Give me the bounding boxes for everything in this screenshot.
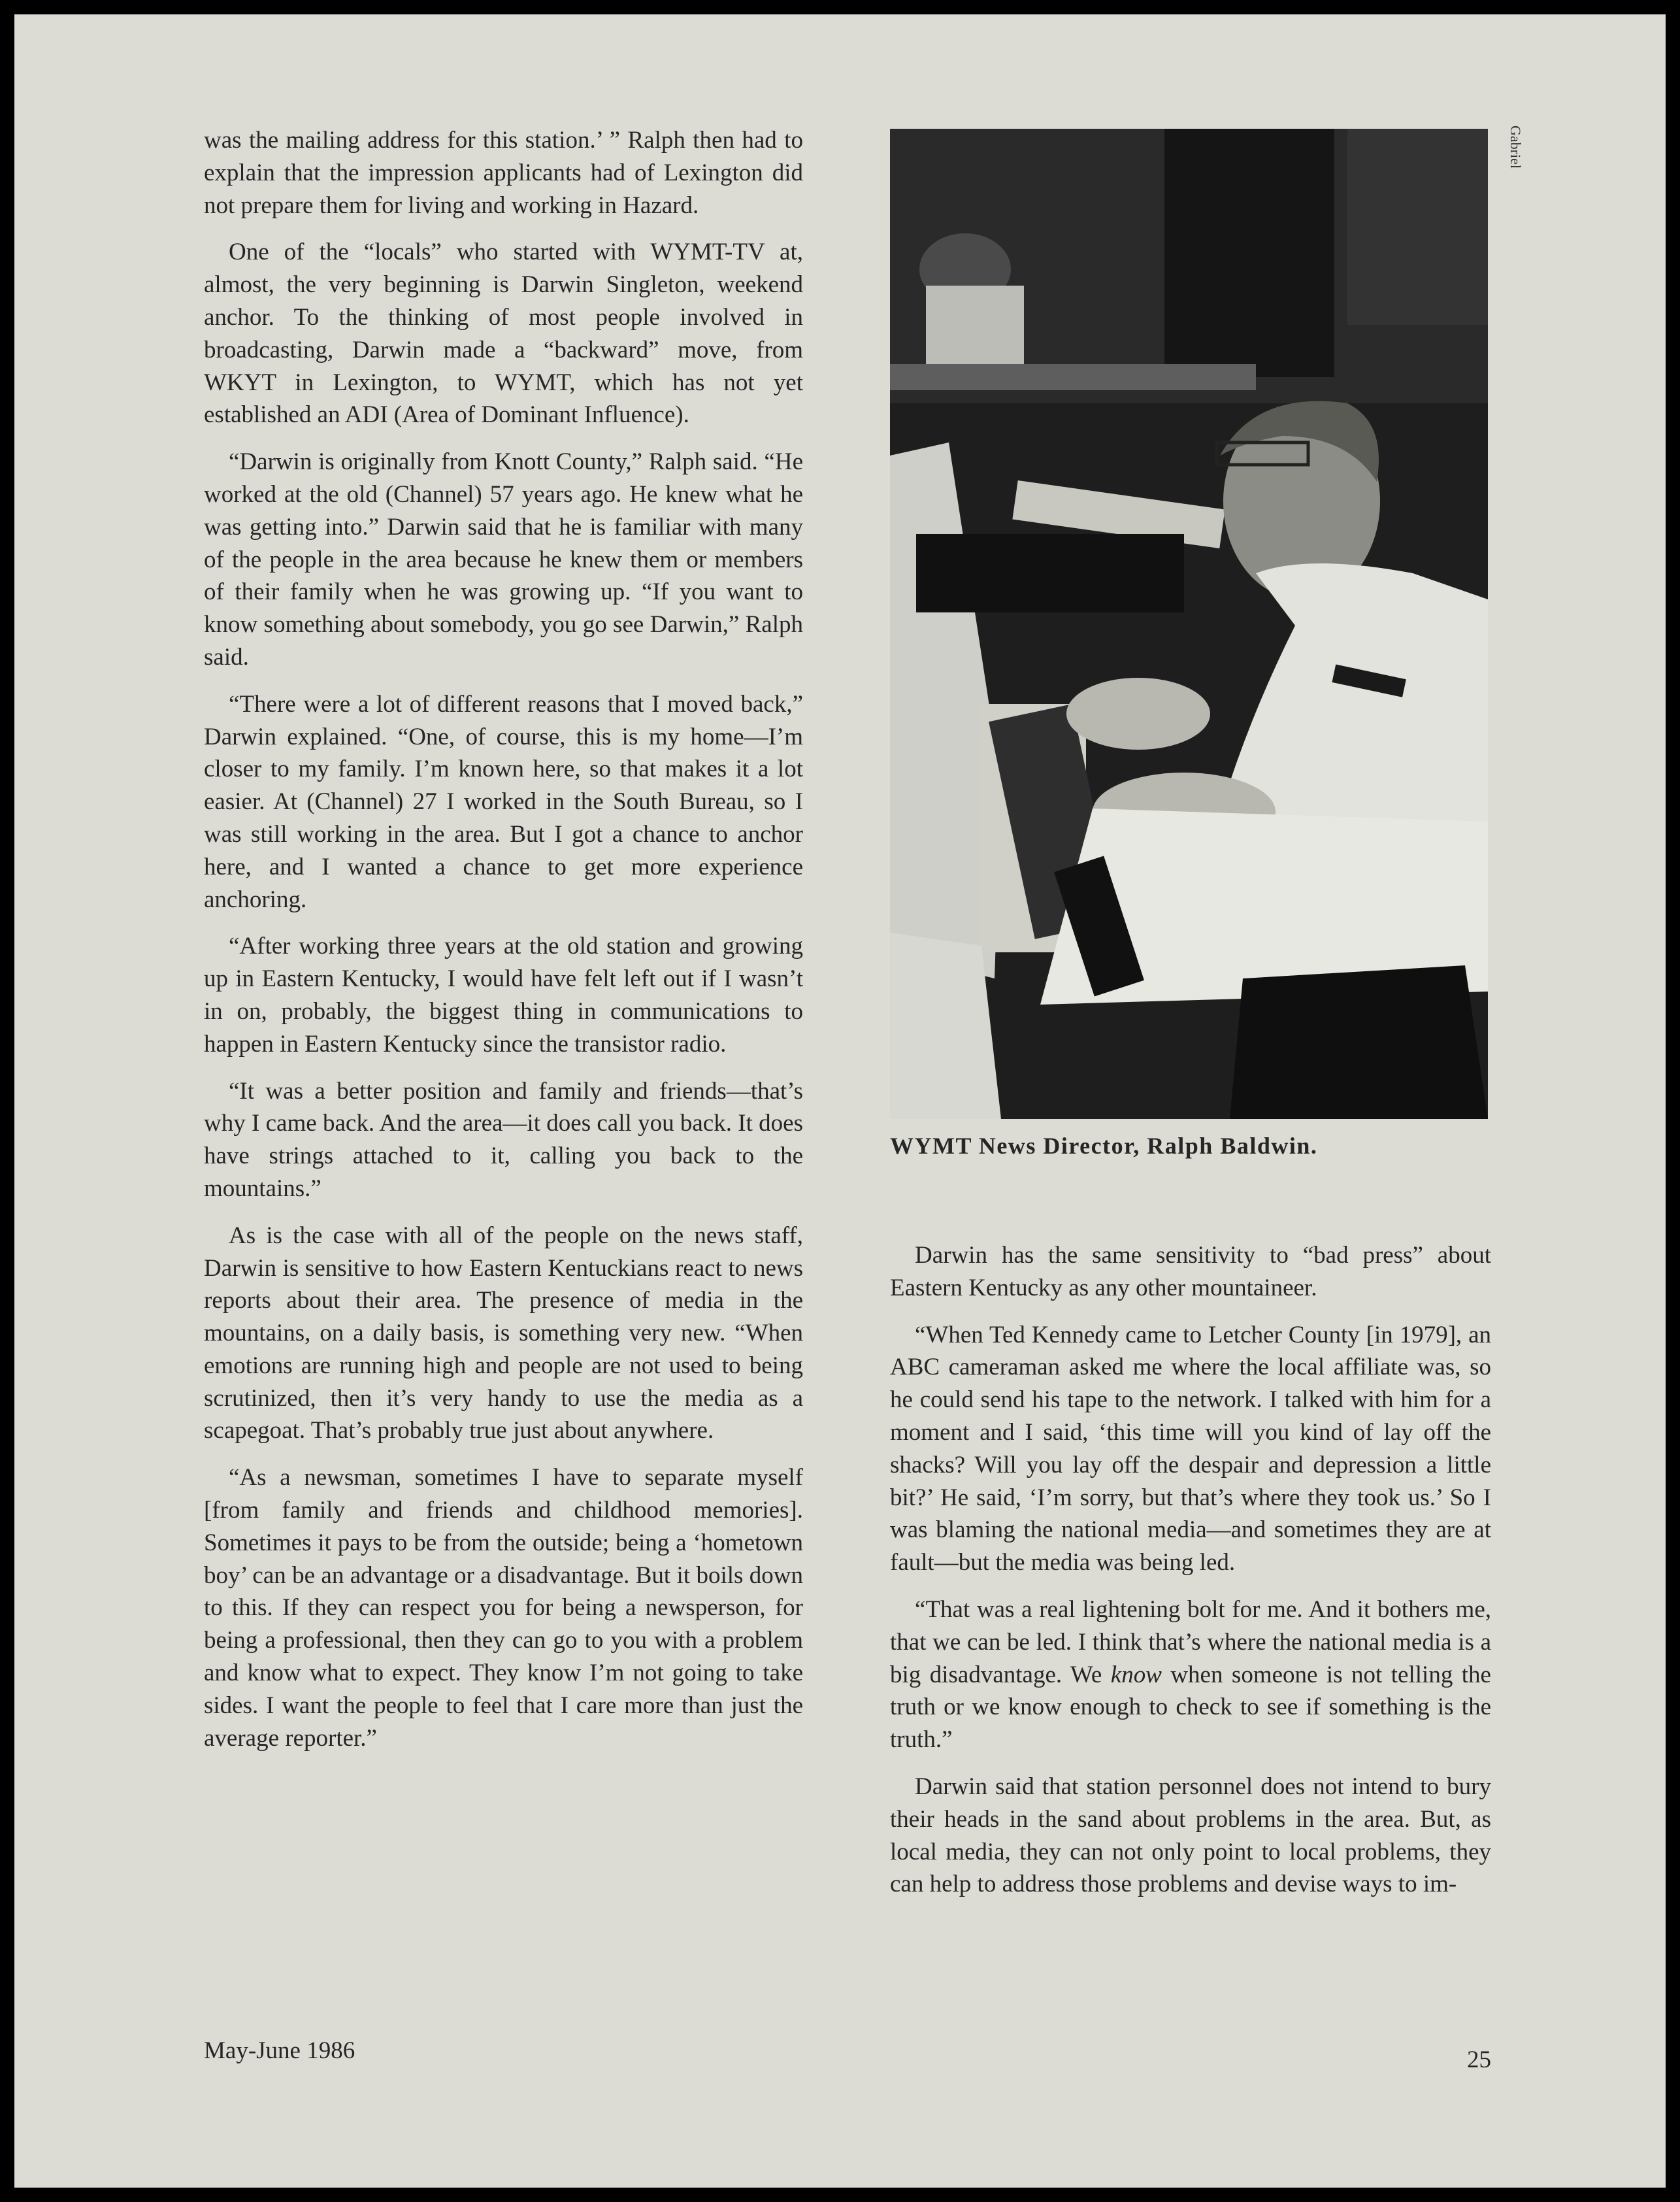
article-paragraph: As is the case with all of the people on the news staff, Darwin is sensitive to how Eastern Kentuckians react to news reports about their area. The presence of media in the mountains, on a daily basis, is something very new. “When emotions are running high and people are not used to being scrutinized, then it’s very handy to use the media as a scapegoat. That’s probably true just about anywhere. — [204, 1222, 803, 1444]
photo-illustration — [890, 129, 1488, 1119]
article-paragraph: One of the “locals” who started with WYMT-TV at, almost, the very beginning is Darwin Singleton, weekend anchor. To the thinking of most people involved in broadcasting, Darwin made a “backward” move, from WKYT in Lexington, to WYMT, which has not yet established an ADI (Area of Dominant Influence). — [204, 239, 803, 429]
article-paragraph: “It was a better position and family and friends—that’s why I came back. And the area—it does call you back. It does have strings attached to it, calling you back to the mountains.” — [204, 1077, 803, 1202]
issue-date: May-June 1986 — [204, 2037, 355, 2064]
magazine-page — [14, 14, 1666, 2188]
paragraph-text: “That was a real lightening bolt for me. And it bothers me, that we can be led. I think that’s where the national media is a big disadvantage. We — [890, 1595, 1491, 1688]
article-paragraph: was the mailing address for this station.’ ” Ralph then had to explain that the impression applicants had of Lexington did not prepare them for living and working in Hazard. — [204, 127, 803, 219]
paragraph-text: when someone is not telling the truth or we know enough to check to see if something is the truth.” — [890, 1661, 1491, 1754]
article-paragraph: “As a newsman, sometimes I have to separate myself [from family and friends and childhood memories]. Sometimes it pays to be from the outside; being a ‘hometown boy’ can be an advantage or a disadvantage. But it boils down to this. If they can respect you for being a newsperson, for being a professional, then they can go to you with a problem and know what to expect. They know I’m not going to take sides. I want the people to feel that I care more than just the average reporter.” — [204, 1464, 803, 1752]
news-director-photo — [890, 129, 1488, 1119]
article-paragraph: “Darwin is originally from Knott County,” Ralph said. “He worked at the old (Channel) 57 years ago. He knew what he was getting into.” Darwin said that he is familiar with many of the people in the area because he knew them or members of their family when he was growing up. “If you want to know something about somebody, you go see Darwin,” Ralph said. — [204, 448, 803, 671]
article-paragraph: “After working three years at the old station and growing up in Eastern Kentucky, I would have felt left out if I wasn’t in on, probably, the biggest thing in communications to happen in Eastern Kentucky since the transistor radio. — [204, 933, 803, 1058]
article-paragraph: “There were a lot of different reasons that I moved back,” Darwin explained. “One, of course, this is my home—I’m closer to my family. I’m known here, so that makes it a lot easier. At (Channel) 27 I worked in the South Bureau, so I was still working in the area. But I got a chance to anchor here, and I wanted a chance to get more experience anchoring. — [204, 690, 803, 913]
article-paragraph — [890, 1593, 1491, 1756]
article-paragraph: “When Ted Kennedy came to Letcher County [in 1979], an ABC cameraman asked me where the local affiliate was, so he could send his tape to the network. I talked with him for a moment and I said, ‘this time will you kind of lay off the shacks? Will you lay off the despair and depression a little bit?’ He said, ‘I’m sorry, but that’s where they took us.’ So I was blaming the national media—and sometimes they are at fault—but the media was being led. — [890, 1321, 1491, 1576]
photo-caption: WYMT News Director, Ralph Baldwin. — [890, 1133, 1318, 1159]
photo-credit: Gabriel — [1507, 125, 1524, 169]
article-paragraph: Darwin has the same sensitivity to “bad press” about Eastern Kentucky as any other mountaineer. — [890, 1242, 1491, 1301]
emphasized-word: know — [1110, 1661, 1162, 1688]
article-left-column — [204, 124, 803, 1769]
article-right-column — [890, 1239, 1491, 1915]
article-paragraph: Darwin said that station personnel does not intend to bury their heads in the sand about problems in the area. But, as local media, they can not only point to local problems, they can help to address those problems and devise ways to im- — [890, 1773, 1491, 1898]
page-number: 25 — [1467, 2046, 1491, 2073]
